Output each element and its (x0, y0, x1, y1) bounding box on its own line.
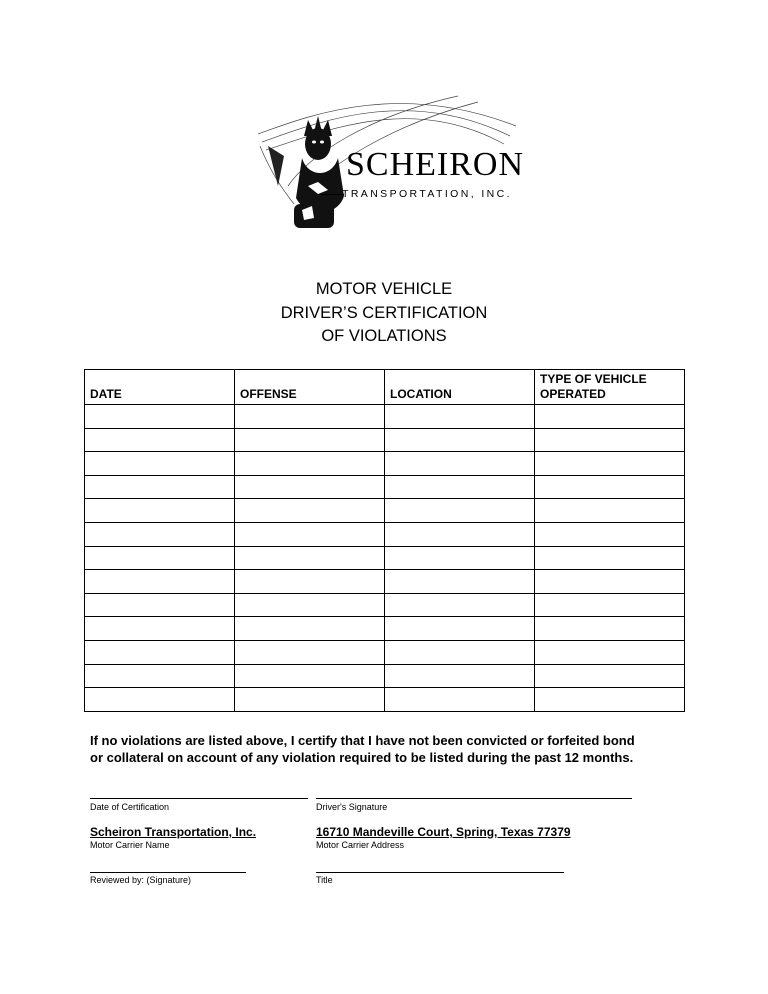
table-cell[interactable] (85, 475, 235, 499)
table-cell[interactable] (235, 522, 385, 546)
table-row (85, 640, 685, 664)
date-certification-line[interactable] (90, 798, 308, 799)
logo-brand-name: SCHEIRON (346, 146, 525, 183)
header-offense: OFFENSE (235, 370, 385, 405)
table-cell[interactable] (85, 640, 235, 664)
table-header-row (85, 370, 685, 405)
table-cell[interactable] (385, 640, 535, 664)
table-row (85, 570, 685, 594)
table-cell[interactable] (535, 546, 685, 570)
table-cell[interactable] (385, 688, 535, 712)
driver-signature-line[interactable] (316, 798, 632, 799)
table-cell[interactable] (385, 570, 535, 594)
header-date: DATE (85, 370, 235, 405)
table-cell[interactable] (385, 664, 535, 688)
table-body (85, 405, 685, 712)
table-cell[interactable] (535, 617, 685, 641)
table-cell[interactable] (85, 428, 235, 452)
table-cell[interactable] (535, 688, 685, 712)
table-cell[interactable] (85, 522, 235, 546)
carrier-name-caption: Motor Carrier Name (90, 840, 170, 850)
table-cell[interactable] (85, 593, 235, 617)
company-logo (248, 86, 524, 234)
table-cell[interactable] (385, 499, 535, 523)
table-row (85, 617, 685, 641)
reviewed-by-line[interactable] (90, 872, 246, 873)
table-cell[interactable] (235, 499, 385, 523)
table-cell[interactable] (85, 617, 235, 641)
table-cell[interactable] (535, 499, 685, 523)
form-title-line: DRIVER’S CERTIFICATION (280, 303, 488, 322)
table-cell[interactable] (535, 522, 685, 546)
table-cell[interactable] (385, 428, 535, 452)
carrier-address-caption: Motor Carrier Address (316, 840, 405, 850)
table-cell[interactable] (535, 452, 685, 476)
table-cell[interactable] (385, 452, 535, 476)
table-cell[interactable] (85, 405, 235, 429)
table-cell[interactable] (535, 405, 685, 429)
table-cell[interactable] (535, 570, 685, 594)
table-cell[interactable] (235, 593, 385, 617)
table-row (85, 475, 685, 499)
table-cell[interactable] (535, 475, 685, 499)
table-cell[interactable] (235, 688, 385, 712)
table-cell[interactable] (85, 688, 235, 712)
driver-signature-caption: Driver's Signature (316, 802, 388, 812)
table-row (85, 593, 685, 617)
table-cell[interactable] (235, 475, 385, 499)
table-cell[interactable] (85, 452, 235, 476)
table-cell[interactable] (235, 546, 385, 570)
table-cell[interactable] (85, 664, 235, 688)
table-cell[interactable] (535, 664, 685, 688)
table-row (85, 405, 685, 429)
title-caption: Title (316, 875, 333, 885)
table-cell[interactable] (535, 428, 685, 452)
table-row (85, 522, 685, 546)
table-cell[interactable] (535, 593, 685, 617)
carrier-name: Scheiron Transportation, Inc. (90, 825, 257, 839)
header-location: LOCATION (385, 370, 535, 405)
violations-table (84, 369, 685, 712)
table-cell[interactable] (385, 593, 535, 617)
table-row (85, 428, 685, 452)
form-title-line: OF VIOLATIONS (321, 327, 447, 345)
form-title-line: MOTOR VEHICLE (315, 280, 453, 298)
title-line[interactable] (316, 872, 564, 873)
table-cell[interactable] (235, 428, 385, 452)
logo-tagline: TRANSPORTATION, INC. (342, 188, 512, 200)
carrier-address: 16710 Mandeville Court, Spring, Texas 77379 (316, 825, 571, 839)
table-cell[interactable] (235, 617, 385, 641)
table-row (85, 664, 685, 688)
table-cell[interactable] (385, 546, 535, 570)
table-cell[interactable] (385, 617, 535, 641)
table-cell[interactable] (85, 570, 235, 594)
table-cell[interactable] (235, 405, 385, 429)
header-vehicle-type: TYPE OF VEHICLE OPERATED (535, 370, 685, 405)
table-cell[interactable] (235, 640, 385, 664)
table-cell[interactable] (85, 546, 235, 570)
table-cell[interactable] (385, 475, 535, 499)
reviewed-by-caption: Reviewed by: (Signature) (90, 875, 192, 885)
certification-statement: If no violations are listed above, I certify that I have not been convicted or forfeited bond or collateral on account of any violation required to be listed during the past 12 months. (90, 733, 635, 765)
table-cell[interactable] (535, 640, 685, 664)
table-row (85, 499, 685, 523)
table-cell[interactable] (235, 452, 385, 476)
table-cell[interactable] (385, 522, 535, 546)
form-title (0, 278, 768, 349)
table-row (85, 452, 685, 476)
table-cell[interactable] (235, 570, 385, 594)
logo-dash (318, 194, 344, 195)
table-cell[interactable] (235, 664, 385, 688)
table-row (85, 688, 685, 712)
date-certification-caption: Date of Certification (90, 802, 170, 812)
table-cell[interactable] (385, 405, 535, 429)
table-row (85, 546, 685, 570)
table-cell[interactable] (85, 499, 235, 523)
